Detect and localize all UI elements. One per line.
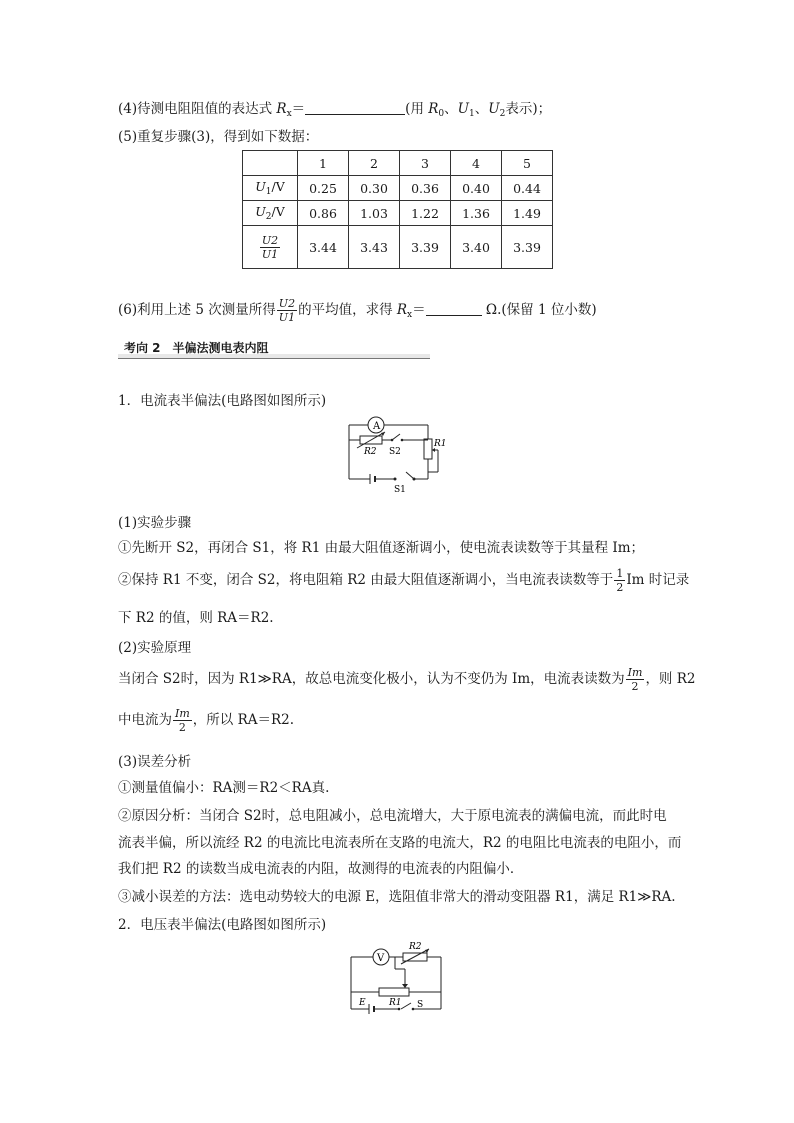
q6-line: (6)利用上述 5 次测量所得 $\frac{U2}{U1}$ 的平均值，求得 $R_x= \Omega$.(保留 1 位小数) [118, 297, 597, 324]
row-label: $U_1/V$ [243, 176, 298, 201]
row-label: $\frac{U2}{U1}$ [243, 226, 298, 269]
svg-text:S2: S2 [389, 447, 401, 457]
section-header: 考向 2 半偏法测电表内阻 [118, 338, 430, 359]
ammeter-half-deflection-circuit [340, 412, 450, 497]
table-row: $U_1/V$ 0.25 0.30 0.36 0.40 0.44 [243, 176, 553, 201]
svg-text:S1: S1 [394, 485, 406, 495]
principle-title: (2)实验原理 [118, 640, 192, 656]
ammeter-label: A [373, 421, 381, 432]
voltmeter-half-deflection-circuit [345, 935, 455, 1017]
voltmeter-label: V [377, 953, 385, 964]
table-header-row: 1 2 3 4 5 [243, 151, 553, 176]
svg-text:E: E [359, 998, 366, 1008]
error-2-line-2: 流表半偏，所以流经 R2 的电流比电流表所在支路的电流大，R2 的电阻比电流表的电阻小，而 [118, 835, 682, 851]
error-3: ③减小误差的方法：选电动势较大的电源 E，选阻值非常大的滑动变阻器 R1，满足 R1≫RA. [118, 889, 676, 905]
table-row: $\frac{U2}{U1}$ 3.44 3.43 3.39 3.40 3.39 [243, 226, 553, 269]
answer-blank [305, 100, 405, 115]
q4-line: (4)待测电阻阻值的表达式 $R_x=$ (用 $R_0$、$U_1$、$U_2$表示)； [118, 101, 552, 119]
part2-title: 2．电压表半偏法(电路图如图所示) [118, 917, 327, 933]
table-row: $U_2/V$ 0.86 1.03 1.22 1.36 1.49 [243, 201, 553, 226]
steps-title: (1)实验步骤 [118, 515, 192, 531]
principle-line-1: 当闭合 S2时，因为 R1≫RA，故总电流变化极小，认为不变仍为 Im，电流表读数为 $\frac{Im}{2}$ ，则 R2 [118, 666, 696, 693]
q5-line: (5)重复步骤(3)，得到如下数据： [118, 129, 319, 145]
error-2-line-1: ②原因分析：当闭合 S2时，总电阻减小，总电流增大，大于原电流表的满偏电流，而此时电 [118, 808, 667, 824]
data-table [242, 150, 553, 269]
step-2-cont: 下 R2 的值，则 RA＝R2. [118, 610, 274, 626]
error-title: (3)误差分析 [118, 754, 192, 770]
svg-text:R2: R2 [364, 447, 377, 457]
step-2: ②保持 R1 不变，闭合 S2，将电阻箱 R2 由最大阻值逐渐调小，当电流表读数等于 $\frac{1}{2}$ Im 时记录 [118, 567, 690, 594]
svg-text:R2: R2 [409, 942, 422, 952]
row-label: $U_2/V$ [243, 201, 298, 226]
svg-text:R1: R1 [434, 439, 447, 449]
svg-text:R1: R1 [389, 998, 402, 1008]
error-2-line-3: 我们把 R2 的读数当成电流表的内阻，故测得的电流表的内阻偏小． [118, 861, 524, 877]
error-1: ①测量值偏小：RA测＝R2＜RA真. [118, 780, 330, 796]
answer-blank [426, 301, 482, 316]
step-1: ①先断开 S2，再闭合 S1，将 R1 由最大阻值逐渐调小，使电流表读数等于其量程 Im； [118, 540, 645, 556]
principle-line-2: 中电流为 $\frac{Im}{2}$ ，所以 RA＝R2. [118, 707, 295, 734]
part1-title: 1．电流表半偏法(电路图如图所示) [118, 393, 327, 409]
svg-text:S: S [417, 1000, 424, 1010]
